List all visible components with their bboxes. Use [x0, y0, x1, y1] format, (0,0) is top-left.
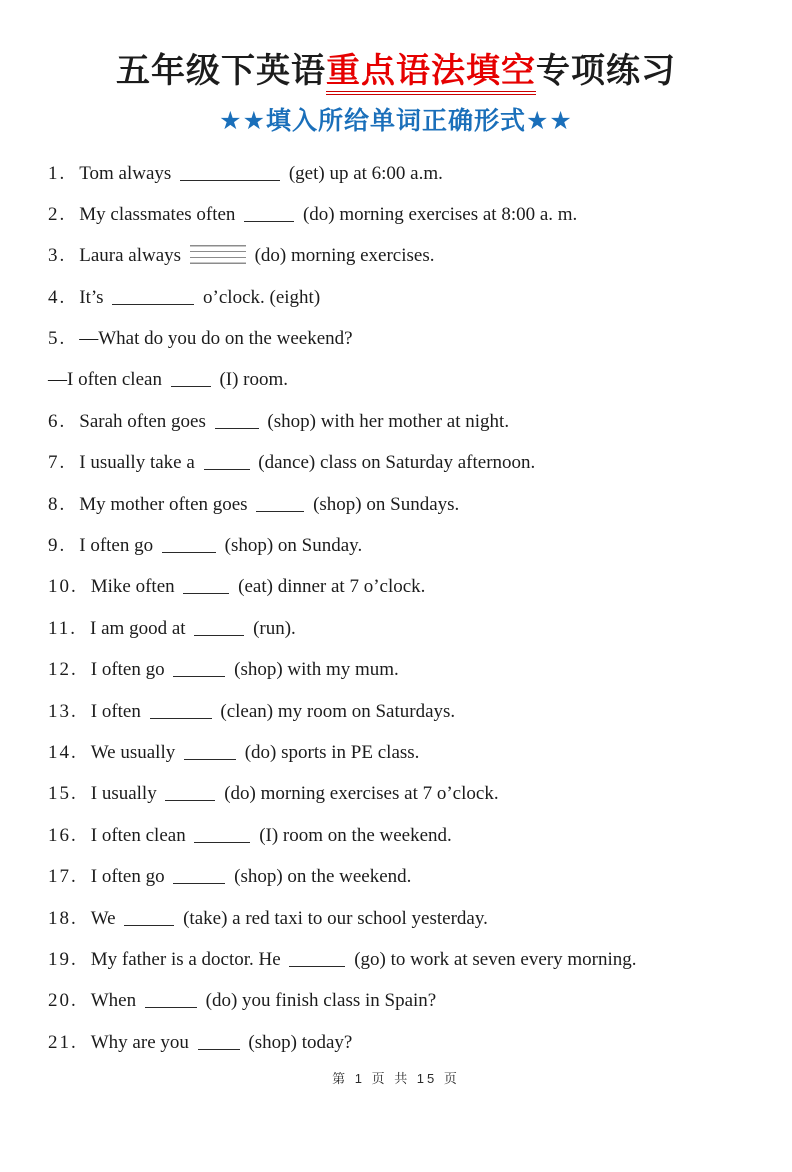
blank-line — [183, 589, 229, 594]
question-text: —What do you do on the weekend? — [79, 328, 353, 350]
blank-line — [171, 382, 211, 387]
question-number: 13. — [48, 700, 78, 722]
question-item — [48, 1022, 752, 1063]
question-item — [48, 401, 752, 442]
blank-line — [173, 879, 225, 884]
blank-line — [112, 300, 194, 305]
question-item — [48, 691, 752, 732]
question-text: My classmates often (do) morning exercises at 8:00 a. m. — [79, 203, 578, 225]
question-item — [48, 484, 752, 525]
blank-line — [180, 176, 280, 181]
question-number: 10. — [48, 576, 78, 598]
blank-line — [198, 1045, 240, 1050]
question-number: 6. — [48, 410, 67, 432]
blank-line — [244, 217, 294, 222]
question-text: I often go (shop) on Sunday. — [79, 535, 363, 557]
question-text: We usually (do) sports in PE class. — [90, 741, 420, 763]
question-number: 18. — [48, 907, 78, 929]
question-list — [48, 153, 752, 1064]
blank-line — [184, 755, 236, 760]
question-number: 9. — [48, 535, 67, 557]
question-number: 19. — [48, 948, 78, 970]
question-item — [48, 898, 752, 939]
question-item — [48, 442, 752, 483]
blank-line — [162, 548, 216, 553]
question-item — [48, 153, 752, 194]
blank-line — [289, 962, 345, 967]
question-item — [48, 318, 752, 359]
blank-line — [165, 796, 215, 801]
blank-line — [145, 1003, 197, 1008]
question-number: 7. — [48, 452, 67, 474]
question-item — [48, 608, 752, 649]
blank-line — [150, 714, 212, 719]
question-text: —I often clean (I) room. — [48, 369, 289, 391]
question-item — [48, 980, 752, 1021]
question-text: I often go (shop) on the weekend. — [90, 866, 412, 888]
question-number: 17. — [48, 866, 78, 888]
writing-grid-blank — [190, 245, 246, 265]
question-text: I am good at (run). — [90, 617, 296, 639]
question-item — [48, 235, 752, 276]
question-item — [48, 732, 752, 773]
blank-line — [194, 838, 250, 843]
question-text: It’s o’clock. (eight) — [79, 286, 321, 308]
title-suffix: 专项练习 — [536, 52, 676, 90]
title-prefix: 五年级下英语 — [116, 52, 326, 90]
question-text: We (take) a red taxi to our school yesterday. — [90, 907, 488, 929]
title-highlight: 重点语法填空 — [326, 52, 536, 95]
question-number: 21. — [48, 1031, 78, 1053]
question-number: 3. — [48, 245, 67, 267]
question-number: 20. — [48, 990, 78, 1012]
question-item — [48, 649, 752, 690]
blank-line — [173, 672, 225, 677]
question-text: I often clean (I) room on the weekend. — [90, 824, 452, 846]
question-item — [48, 277, 752, 318]
page-title — [0, 50, 792, 93]
question-text: My mother often goes (shop) on Sundays. — [79, 493, 460, 515]
question-text: When (do) you finish class in Spain? — [90, 990, 437, 1012]
question-number: 12. — [48, 659, 78, 681]
section-subtitle: ★★填入所给单词正确形式★★ — [219, 106, 573, 135]
page-number-indicator: 第 1 页 共 15 页 — [332, 1071, 460, 1087]
question-number: 2. — [48, 203, 67, 225]
blank-line — [256, 507, 304, 512]
blank-line — [215, 424, 259, 429]
question-item — [48, 856, 752, 897]
question-number: 5. — [48, 328, 67, 350]
question-number: 8. — [48, 493, 67, 515]
question-item — [48, 194, 752, 235]
question-number: 16. — [48, 824, 78, 846]
question-text: Laura always (do) morning exercises. — [79, 245, 435, 267]
question-number: 15. — [48, 783, 78, 805]
question-text: My father is a doctor. He (go) to work at seven every morning. — [90, 948, 637, 970]
question-text: Why are you (shop) today? — [90, 1031, 353, 1053]
question-item — [48, 359, 752, 400]
question-number: 1. — [48, 162, 67, 184]
question-number: 14. — [48, 741, 78, 763]
question-number: 11. — [48, 617, 78, 639]
question-text: I often go (shop) with my mum. — [90, 659, 399, 681]
blank-line — [204, 465, 250, 470]
question-item — [48, 939, 752, 980]
question-text: Mike often (eat) dinner at 7 o’clock. — [90, 576, 426, 598]
question-item — [48, 525, 752, 566]
question-text: Tom always (get) up at 6:00 a.m. — [79, 162, 443, 184]
question-number: 4. — [48, 286, 67, 308]
question-text: I often (clean) my room on Saturdays. — [90, 700, 456, 722]
question-item — [48, 773, 752, 814]
worksheet-page — [0, 50, 792, 1172]
question-item — [48, 566, 752, 607]
blank-line — [124, 921, 174, 926]
question-item — [48, 815, 752, 856]
blank-line — [194, 631, 244, 636]
question-text: Sarah often goes (shop) with her mother at night. — [79, 410, 510, 432]
question-text: I usually (do) morning exercises at 7 o’clock. — [90, 783, 499, 805]
question-text: I usually take a (dance) class on Saturday afternoon. — [79, 452, 536, 474]
